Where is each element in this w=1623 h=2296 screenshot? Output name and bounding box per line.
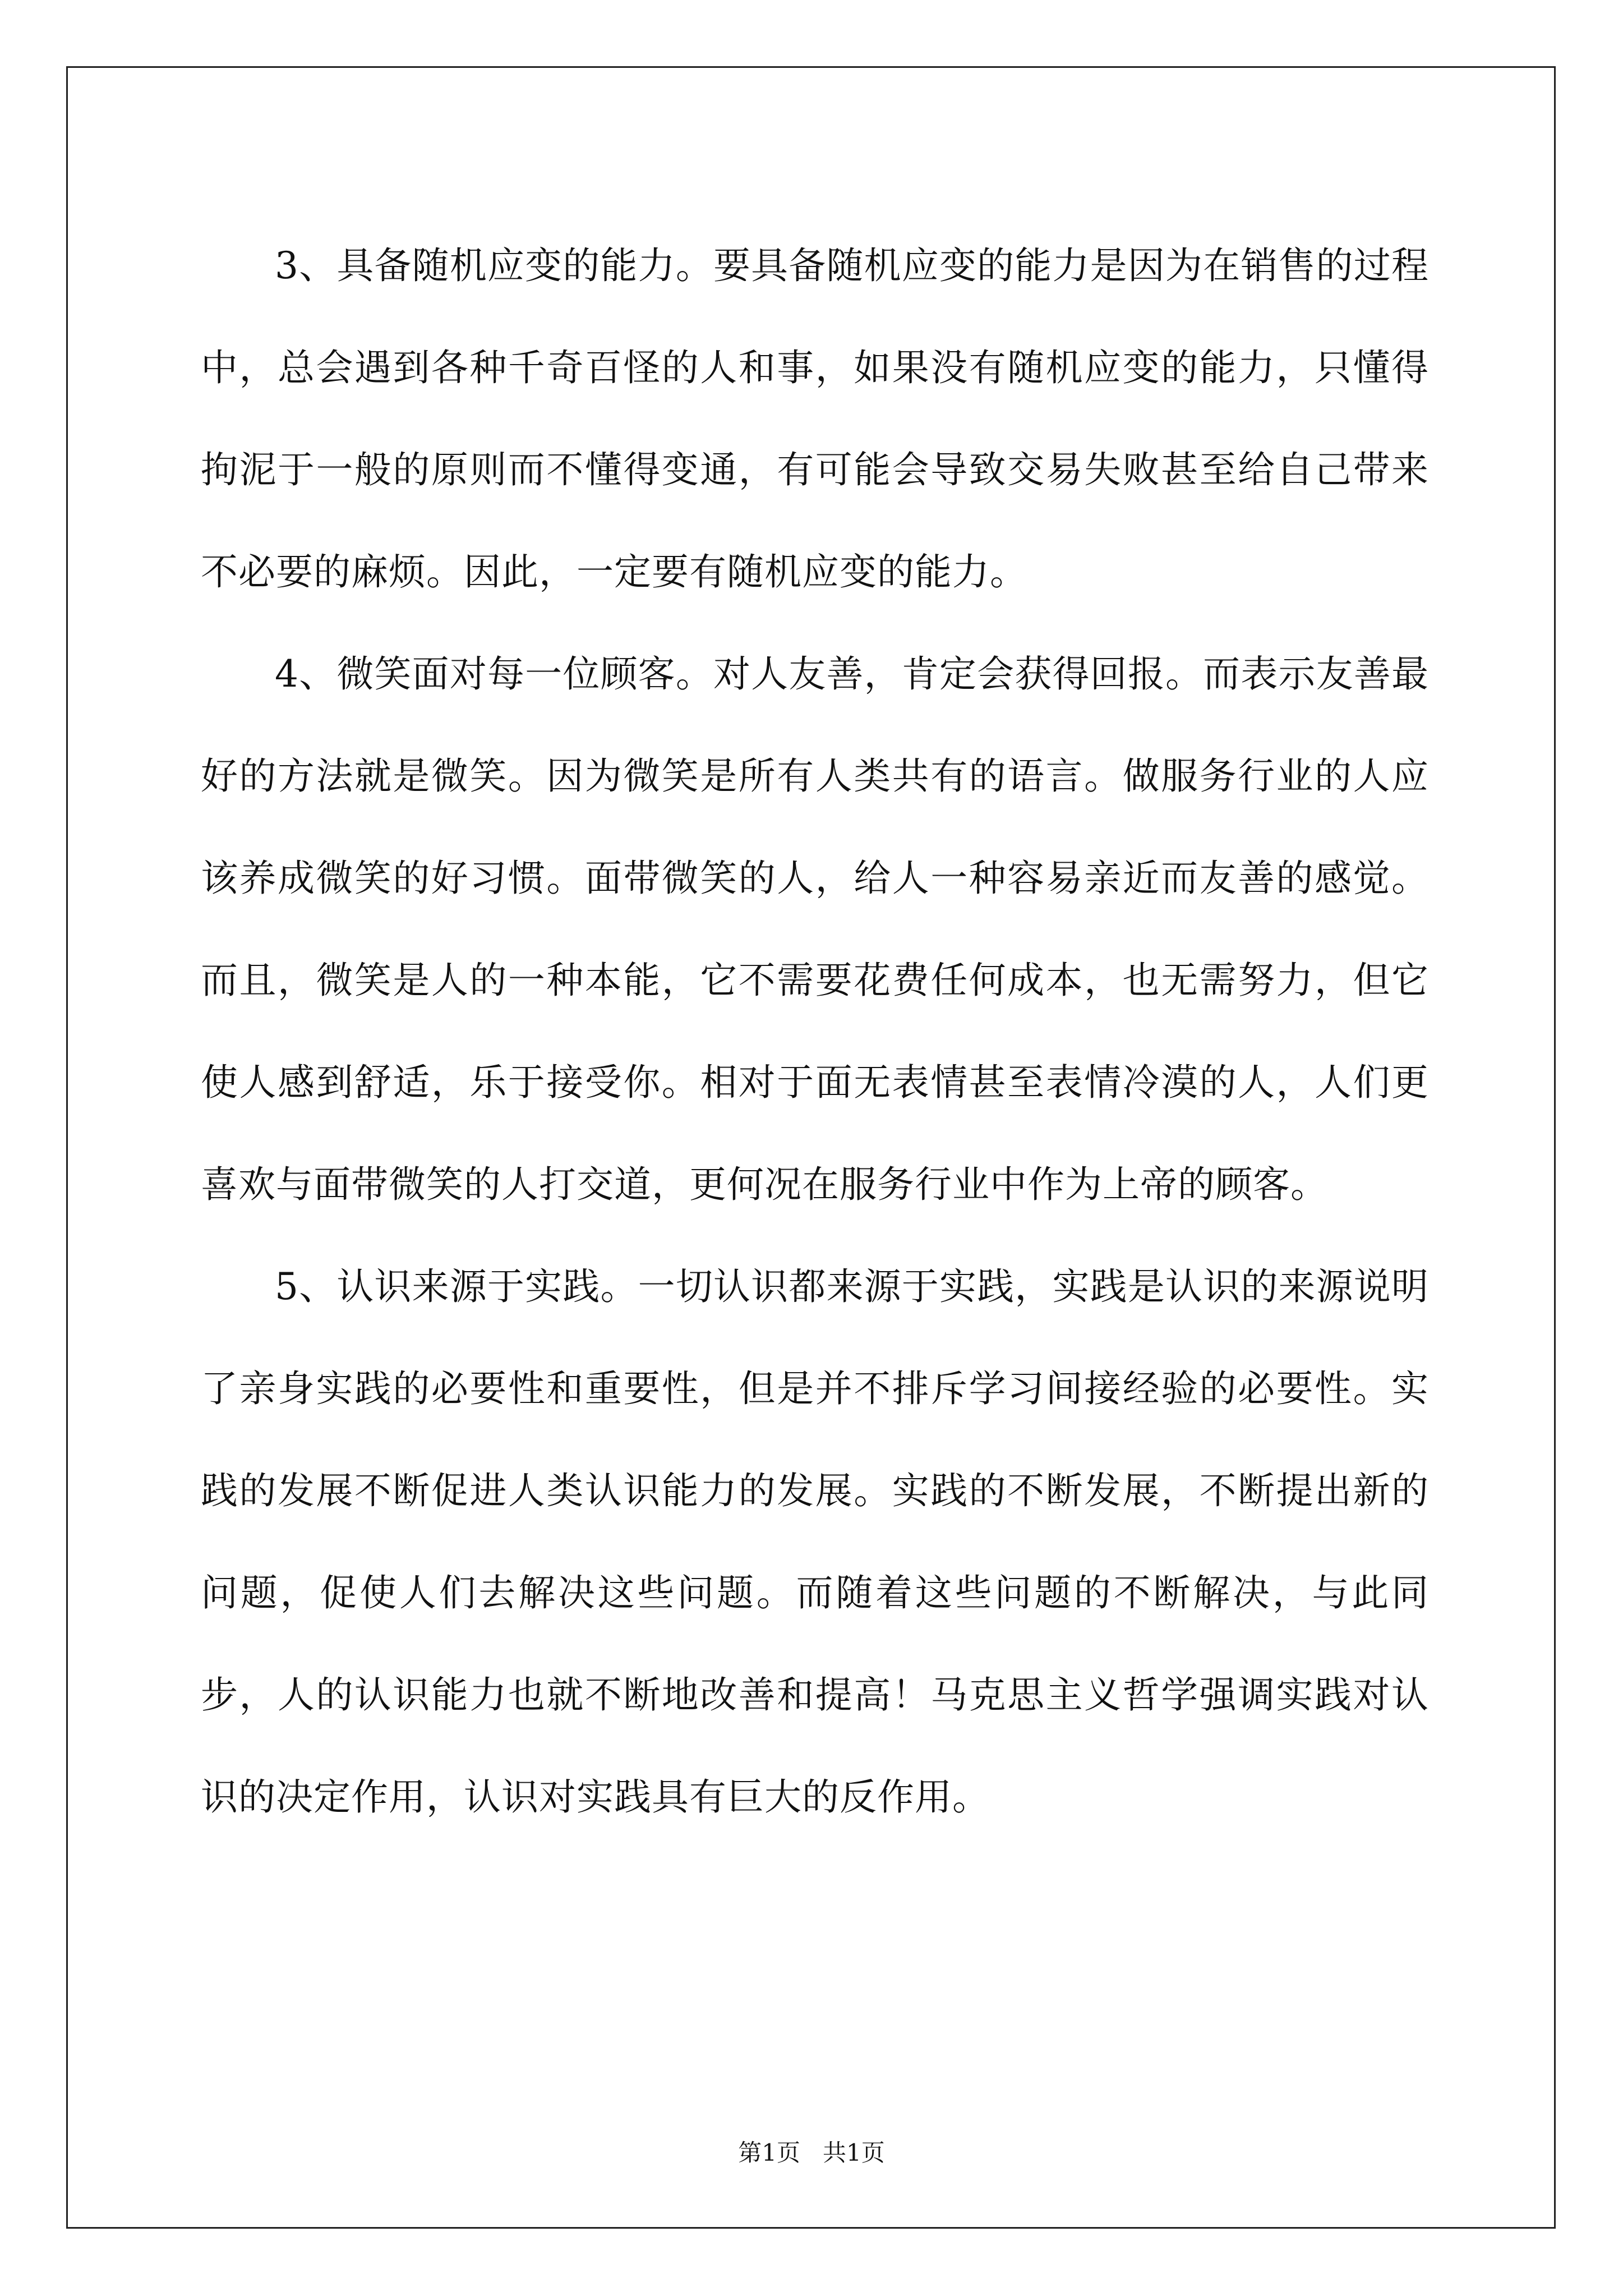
page-footer — [0, 2136, 1623, 2170]
document-body — [201, 215, 1429, 1848]
paragraph-4: 4、微笑面对每一位顾客。对人友善，肯定会获得回报。而表示友善最好的方法就是微笑。因为微笑是所有人类共有的语言。做服务行业的人应该养成微笑的好习惯。面带微笑的人，给人一种容易亲近而友善的感觉。而且，微笑是人的一种本能，它不需要花费任何成本，也无需努力，但它使人感到舒适，乐于接受你。相对于面无表情甚至表情冷漠的人，人们更喜欢与面带微笑的人打交道，更何况在服务行业中作为上帝的顾客。 — [201, 652, 1429, 1206]
page-number-total: 共1页 — [823, 2139, 885, 2166]
paragraph-5: 5、认识来源于实践。一切认识都来源于实践，实践是认识的来源说明了亲身实践的必要性和重要性，但是并不排斥学习间接经验的必要性。实践的发展不断促进人类认识能力的发展。实践的不断发展，不断提出新的问题，促使人们去解决这些问题。而随着这些问题的不断解决，与此同步，人的认识能力也就不断地改善和提高！马克思主义哲学强调实践对认识的决定作用，认识对实践具有巨大的反作用。 — [201, 1265, 1429, 1819]
page-number-current: 第1页 — [738, 2139, 800, 2166]
paragraph-3: 3、具备随机应变的能力。要具备随机应变的能力是因为在销售的过程中，总会遇到各种千奇百怪的人和事，如果没有随机应变的能力，只懂得拘泥于一般的原则而不懂得变通，有可能会导致交易失败甚至给自己带来不必要的麻烦。因此，一定要有随机应变的能力。 — [201, 244, 1429, 593]
